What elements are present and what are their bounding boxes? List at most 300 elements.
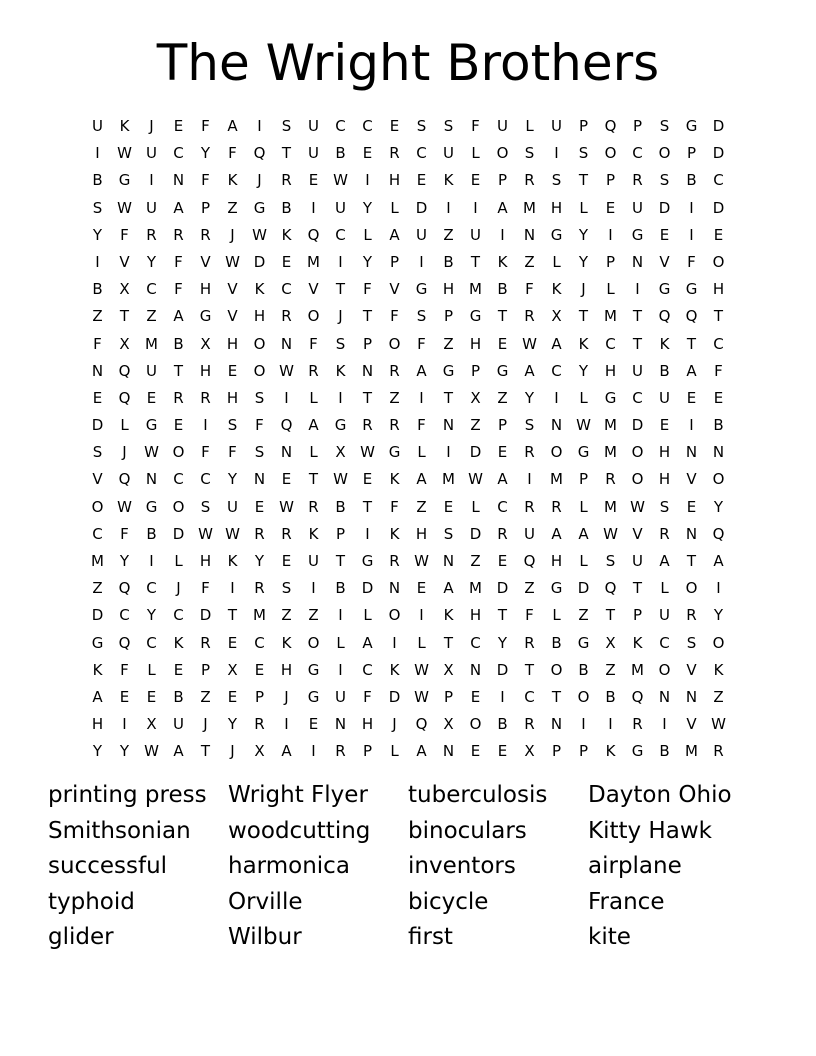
grid-letter: J	[284, 687, 289, 706]
grid-letter: F	[471, 117, 480, 135]
grid-letter: C	[119, 606, 130, 625]
grid-row	[84, 548, 732, 575]
grid-letter: N	[523, 225, 536, 244]
grid-letter: I	[554, 388, 559, 407]
grid-letter: P	[632, 117, 643, 135]
grid-letter: N	[145, 470, 158, 489]
grid-letter: E	[416, 579, 427, 598]
grid-letter: X	[119, 334, 130, 353]
grid-letter: K	[659, 334, 670, 353]
grid-letter: Y	[227, 470, 238, 489]
grid-letter: R	[524, 497, 535, 516]
grid-letter: A	[227, 117, 238, 135]
grid-letter: P	[632, 606, 643, 625]
grid-letter: S	[254, 443, 265, 462]
grid-letter: F	[201, 579, 210, 598]
grid-row	[84, 738, 732, 765]
grid-letter: W	[252, 225, 267, 244]
grid-letter: X	[551, 307, 562, 326]
grid-letter: L	[417, 443, 426, 462]
grid-row	[84, 303, 732, 330]
grid-letter: R	[632, 715, 643, 734]
grid-letter: J	[203, 715, 208, 734]
grid-letter: J	[230, 742, 235, 761]
grid-letter: O	[172, 443, 185, 462]
grid-letter: C	[470, 633, 481, 652]
grid-letter: E	[281, 252, 292, 271]
grid-letter: B	[605, 687, 616, 706]
grid-letter: I	[473, 198, 478, 217]
grid-letter: P	[335, 524, 346, 543]
grid-letter: E	[227, 687, 238, 706]
grid-letter: B	[173, 687, 184, 706]
grid-letter: G	[118, 171, 131, 190]
grid-letter: D	[496, 579, 509, 598]
grid-letter: O	[631, 470, 644, 489]
grid-letter: S	[605, 552, 616, 570]
grid-letter: P	[497, 171, 508, 190]
grid-letter: G	[145, 497, 158, 516]
grid-letter: X	[227, 660, 238, 679]
grid-letter: C	[659, 633, 670, 652]
grid-letter: H	[469, 606, 482, 625]
grid-letter: I	[716, 579, 721, 598]
grid-letter: U	[659, 388, 670, 407]
grid-letter: I	[419, 388, 424, 407]
grid-letter: S	[659, 497, 670, 516]
grid-letter: K	[173, 633, 184, 652]
grid-letter: E	[227, 633, 238, 652]
grid-letter: D	[361, 579, 374, 598]
grid-row	[84, 412, 732, 439]
grid-letter: A	[659, 552, 670, 570]
grid-letter: Z	[443, 334, 454, 353]
grid-letter: F	[120, 660, 129, 679]
grid-letter: J	[149, 117, 154, 135]
grid-letter: V	[92, 470, 103, 489]
grid-letter: U	[146, 144, 157, 163]
grid-letter: E	[686, 497, 697, 516]
grid-letter: C	[551, 361, 562, 380]
grid-letter: Q	[280, 416, 293, 435]
grid-letter: C	[92, 524, 103, 543]
grid-letter: U	[632, 198, 643, 217]
grid-letter: I	[122, 715, 127, 734]
grid-letter: Q	[685, 307, 698, 326]
grid-letter: N	[685, 443, 698, 462]
grid-letter: Z	[524, 579, 535, 598]
grid-letter: L	[309, 443, 318, 462]
grid-letter: C	[281, 280, 292, 299]
grid-letter: B	[551, 633, 562, 652]
grid-letter: F	[417, 416, 426, 435]
grid-row	[84, 466, 732, 493]
grid-letter: G	[145, 416, 158, 435]
grid-letter: F	[363, 280, 372, 299]
grid-letter: R	[389, 144, 400, 163]
grid-letter: R	[389, 416, 400, 435]
grid-letter: E	[497, 443, 508, 462]
grid-letter: H	[550, 198, 563, 217]
grid-letter: I	[149, 552, 154, 570]
grid-letter: U	[308, 144, 319, 163]
grid-letter: U	[632, 361, 643, 380]
grid-letter: P	[578, 470, 589, 489]
grid-letter: W	[144, 742, 159, 761]
grid-letter: C	[254, 633, 265, 652]
grid-letter: X	[470, 388, 481, 407]
grid-letter: A	[686, 361, 697, 380]
grid-letter: U	[308, 552, 319, 570]
grid-letter: T	[497, 307, 508, 326]
grid-letter: S	[335, 334, 346, 353]
grid-letter: I	[257, 117, 262, 135]
grid-letter: M	[523, 198, 536, 217]
grid-letter: D	[415, 198, 428, 217]
grid-letter: O	[631, 443, 644, 462]
grid-letter: F	[174, 252, 183, 271]
grid-letter: L	[606, 280, 615, 299]
grid-letter: S	[200, 497, 211, 516]
grid-letter: G	[388, 443, 401, 462]
grid-letter: R	[200, 633, 211, 652]
grid-row	[84, 575, 732, 602]
grid-letter: K	[443, 606, 454, 625]
grid-letter: Y	[578, 361, 589, 380]
grid-letter: Y	[146, 606, 157, 625]
grid-letter: I	[284, 715, 289, 734]
grid-letter: F	[201, 443, 210, 462]
grid-letter: G	[307, 660, 320, 679]
grid-letter: F	[93, 334, 102, 353]
grid-letter: Q	[118, 361, 131, 380]
grid-letter: W	[603, 524, 618, 543]
grid-letter: R	[659, 524, 670, 543]
grid-letter: S	[659, 171, 670, 190]
grid-letter: V	[200, 252, 211, 271]
grid-letter: C	[200, 470, 211, 489]
grid-letter: R	[524, 715, 535, 734]
grid-letter: G	[469, 307, 482, 326]
grid-letter: D	[91, 416, 104, 435]
grid-letter: X	[200, 334, 211, 353]
grid-letter: S	[443, 524, 454, 543]
word-bank-item: inventors	[408, 853, 516, 879]
grid-letter: L	[363, 606, 372, 625]
grid-letter: X	[254, 742, 265, 761]
grid-letter: F	[228, 443, 237, 462]
grid-letter: H	[712, 280, 725, 299]
grid-letter: K	[632, 633, 643, 652]
grid-letter: E	[173, 416, 184, 435]
grid-letter: H	[442, 280, 455, 299]
grid-letter: R	[686, 606, 697, 625]
grid-letter: K	[497, 252, 508, 271]
grid-letter: U	[227, 497, 238, 516]
grid-letter: N	[442, 742, 455, 761]
grid-letter: O	[91, 497, 104, 516]
grid-letter: K	[389, 470, 400, 489]
grid-letter: X	[443, 715, 454, 734]
grid-letter: Z	[308, 606, 319, 625]
grid-letter: W	[414, 552, 429, 570]
grid-letter: A	[443, 579, 454, 598]
grid-letter: I	[338, 252, 343, 271]
word-bank-item: harmonica	[228, 853, 350, 879]
grid-letter: T	[551, 687, 562, 706]
grid-letter: R	[308, 497, 319, 516]
grid-letter: O	[712, 252, 725, 271]
word-bank-item: France	[588, 888, 665, 915]
grid-letter: V	[686, 715, 697, 734]
grid-letter: P	[362, 742, 373, 761]
grid-letter: N	[442, 416, 455, 435]
grid-letter: R	[713, 742, 724, 761]
grid-letter: Z	[416, 497, 427, 516]
grid-letter: B	[335, 579, 346, 598]
grid-letter: R	[254, 524, 265, 543]
grid-letter: K	[551, 280, 562, 299]
grid-letter: W	[225, 524, 240, 543]
grid-letter: P	[200, 660, 211, 679]
grid-letter: E	[713, 225, 724, 244]
grid-letter: H	[226, 334, 239, 353]
grid-letter: I	[311, 198, 316, 217]
grid-letter: D	[496, 660, 509, 679]
grid-letter: P	[605, 171, 616, 190]
grid-letter: L	[552, 252, 561, 271]
grid-letter: J	[392, 715, 397, 734]
grid-letter: T	[578, 307, 589, 326]
grid-letter: Z	[281, 606, 292, 625]
grid-letter: I	[446, 443, 451, 462]
grid-letter: Z	[497, 388, 508, 407]
grid-letter: P	[605, 252, 616, 271]
grid-letter: Q	[712, 524, 725, 543]
grid-letter: A	[173, 742, 184, 761]
grid-letter: F	[255, 416, 264, 435]
grid-letter: T	[227, 606, 238, 625]
grid-letter: E	[470, 687, 481, 706]
grid-letter: B	[659, 361, 670, 380]
grid-letter: H	[469, 334, 482, 353]
grid-letter: U	[659, 606, 670, 625]
grid-letter: D	[577, 579, 590, 598]
grid-letter: V	[227, 307, 238, 326]
grid-letter: M	[253, 606, 266, 625]
grid-row	[84, 439, 732, 466]
grid-letter: F	[390, 497, 399, 516]
grid-letter: E	[173, 117, 184, 135]
grid-letter: A	[713, 552, 724, 570]
grid-letter: W	[279, 361, 294, 380]
grid-letter: G	[199, 307, 212, 326]
grid-letter: W	[576, 416, 591, 435]
grid-letter: L	[525, 117, 534, 135]
grid-letter: C	[362, 117, 373, 135]
grid-letter: G	[631, 742, 644, 761]
grid-letter: I	[392, 633, 397, 652]
grid-letter: G	[631, 225, 644, 244]
grid-letter: B	[659, 742, 670, 761]
grid-letter: N	[469, 660, 482, 679]
grid-letter: W	[198, 524, 213, 543]
grid-letter: F	[120, 524, 129, 543]
grid-letter: D	[712, 198, 725, 217]
grid-letter: X	[524, 742, 535, 761]
grid-letter: I	[527, 470, 532, 489]
grid-letter: T	[632, 307, 643, 326]
grid-letter: T	[470, 252, 481, 271]
grid-letter: F	[417, 334, 426, 353]
grid-letter: B	[335, 497, 346, 516]
grid-letter: T	[497, 606, 508, 625]
grid-letter: M	[604, 307, 617, 326]
word-bank-item: printing press	[48, 782, 207, 808]
grid-letter: T	[308, 470, 319, 489]
grid-letter: R	[605, 470, 616, 489]
grid-letter: W	[117, 198, 132, 217]
grid-letter: U	[632, 552, 643, 570]
grid-letter: U	[416, 225, 427, 244]
grid-letter: N	[361, 361, 374, 380]
grid-letter: U	[551, 117, 562, 135]
grid-letter: G	[307, 687, 320, 706]
grid-letter: B	[92, 171, 103, 190]
grid-letter: G	[550, 579, 563, 598]
grid-letter: S	[551, 171, 562, 190]
grid-row	[84, 630, 732, 657]
grid-letter: G	[604, 388, 617, 407]
grid-letter: O	[388, 606, 401, 625]
grid-letter: G	[577, 443, 590, 462]
grid-row	[84, 195, 732, 222]
grid-letter: T	[713, 307, 724, 326]
grid-letter: O	[658, 660, 671, 679]
grid-letter: I	[608, 715, 613, 734]
grid-letter: S	[659, 117, 670, 135]
grid-letter: Z	[578, 606, 589, 625]
grid-letter: D	[91, 606, 104, 625]
grid-letter: T	[200, 742, 211, 761]
grid-letter: H	[253, 307, 266, 326]
grid-letter: S	[416, 307, 427, 326]
word-bank-item: Dayton Ohio	[588, 782, 732, 808]
grid-letter: D	[712, 144, 725, 163]
grid-letter: V	[389, 280, 400, 299]
grid-letter: Z	[146, 307, 157, 326]
grid-letter: I	[95, 252, 100, 271]
grid-letter: L	[660, 579, 669, 598]
grid-letter: S	[578, 144, 589, 163]
grid-letter: I	[230, 579, 235, 598]
grid-letter: U	[308, 117, 319, 135]
grid-row	[84, 385, 732, 412]
grid-letter: U	[443, 144, 454, 163]
word-bank-item: Smithsonian	[48, 817, 191, 844]
grid-letter: L	[579, 198, 588, 217]
grid-letter: L	[579, 552, 588, 570]
grid-letter: Y	[578, 225, 589, 244]
word-bank-item: Wright Flyer	[228, 782, 368, 808]
grid-letter: L	[120, 416, 129, 435]
grid-letter: H	[199, 280, 212, 299]
grid-letter: J	[257, 171, 262, 190]
grid-letter: O	[685, 579, 698, 598]
grid-row	[84, 249, 732, 276]
grid-letter: P	[551, 742, 562, 761]
grid-letter: L	[390, 742, 399, 761]
grid-letter: A	[173, 307, 184, 326]
grid-letter: R	[632, 171, 643, 190]
grid-letter: I	[446, 198, 451, 217]
word-bank-item: successful	[48, 853, 168, 879]
grid-letter: E	[281, 470, 292, 489]
grid-letter: F	[525, 280, 534, 299]
word-bank-item: airplane	[588, 853, 682, 879]
grid-letter: E	[308, 715, 319, 734]
grid-letter: Z	[200, 687, 211, 706]
grid-letter: G	[496, 361, 509, 380]
grid-letter: Y	[119, 742, 130, 761]
grid-letter: E	[605, 198, 616, 217]
grid-letter: T	[119, 307, 130, 326]
grid-letter: R	[200, 225, 211, 244]
grid-letter: O	[496, 144, 509, 163]
grid-letter: R	[524, 307, 535, 326]
grid-letter: K	[227, 171, 238, 190]
grid-letter: O	[307, 633, 320, 652]
grid-letter: N	[334, 715, 347, 734]
grid-letter: R	[173, 225, 184, 244]
grid-letter: E	[281, 552, 292, 570]
grid-letter: T	[335, 552, 346, 570]
grid-letter: O	[550, 443, 563, 462]
grid-letter: E	[497, 334, 508, 353]
grid-letter: R	[200, 388, 211, 407]
grid-letter: L	[390, 198, 399, 217]
grid-letter: D	[253, 252, 266, 271]
grid-letter: E	[497, 552, 508, 570]
grid-letter: R	[281, 524, 292, 543]
grid-letter: N	[550, 416, 563, 435]
grid-letter: O	[577, 687, 590, 706]
grid-letter: O	[307, 307, 320, 326]
grid-letter: T	[443, 388, 454, 407]
grid-letter: N	[253, 470, 266, 489]
grid-letter: F	[363, 687, 372, 706]
grid-letter: H	[280, 660, 293, 679]
grid-letter: A	[578, 524, 589, 543]
grid-letter: Y	[92, 225, 103, 244]
grid-letter: I	[338, 660, 343, 679]
word-bank-item: first	[408, 924, 453, 950]
grid-letter: I	[149, 171, 154, 190]
grid-letter: A	[524, 361, 535, 380]
grid-letter: H	[658, 470, 671, 489]
grid-letter: L	[579, 388, 588, 407]
grid-letter: N	[550, 715, 563, 734]
grid-letter: Z	[92, 579, 103, 598]
grid-letter: F	[687, 252, 696, 271]
grid-letter: N	[442, 552, 455, 570]
grid-letter: I	[500, 687, 505, 706]
grid-letter: K	[443, 171, 454, 190]
grid-letter: D	[199, 606, 212, 625]
grid-letter: K	[605, 742, 616, 761]
grid-letter: L	[579, 497, 588, 516]
grid-letter: I	[95, 144, 100, 163]
